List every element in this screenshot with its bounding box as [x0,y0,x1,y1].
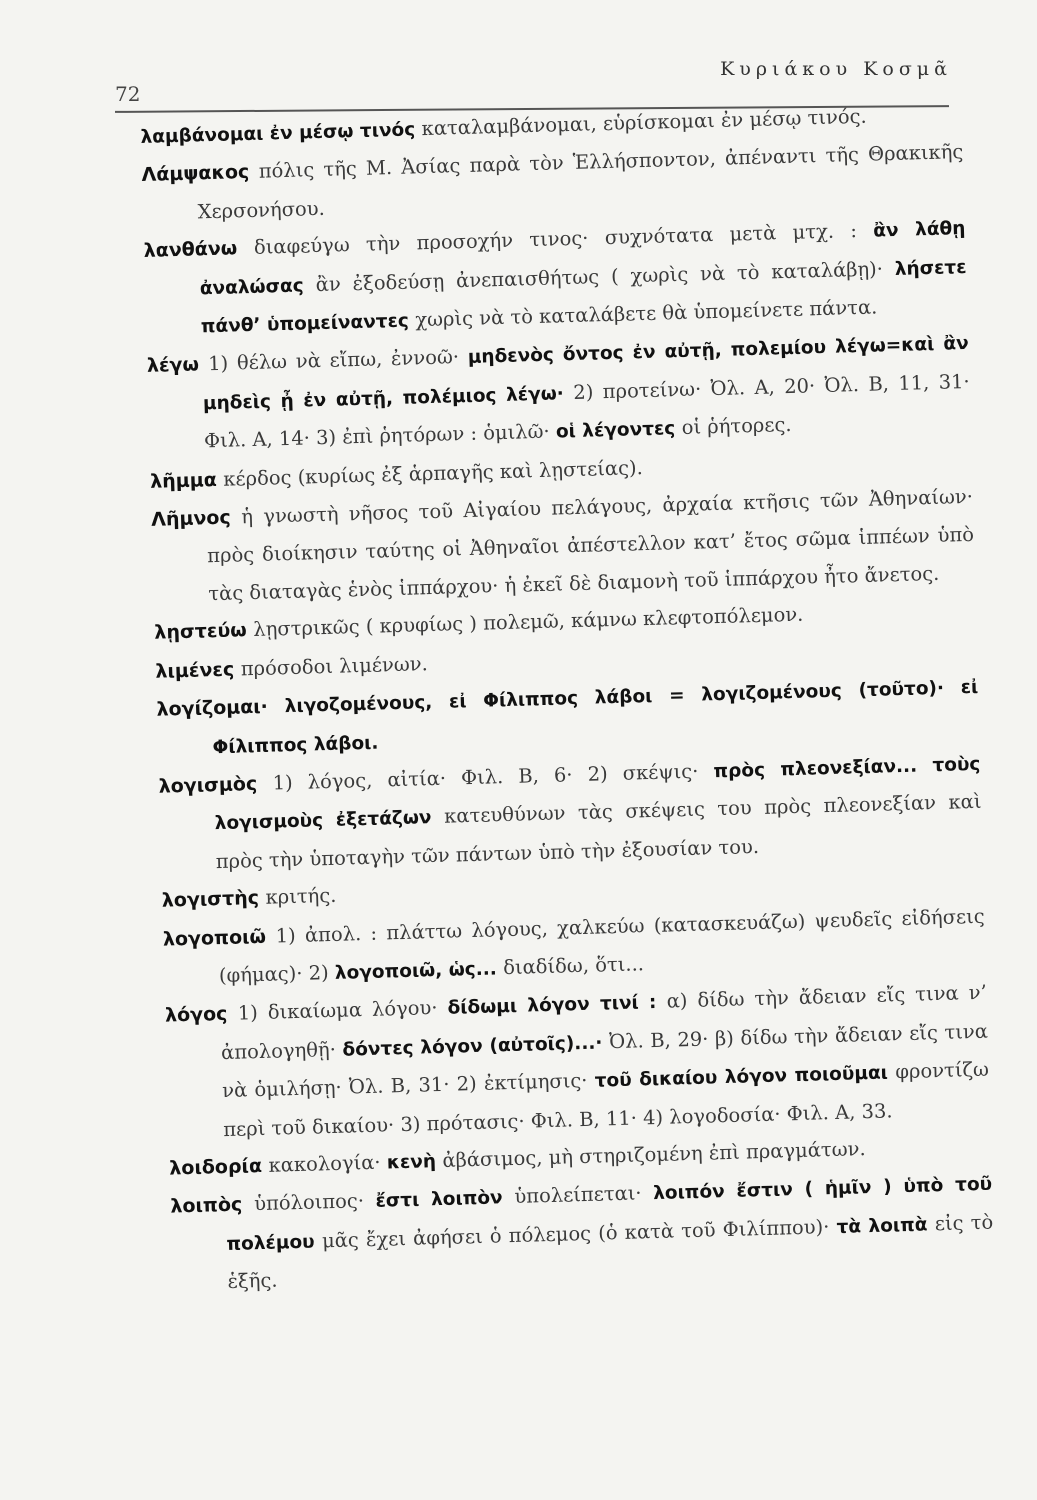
entry-text: 2) προτείνω· Ὀλ. Α, 20· Ὀλ. Β, 11, 31· Φιλ. Α, 14· 3) ἐπὶ ῥητόρων : ὁμιλῶ· [203,369,971,453]
entry-text: λήσετε πάνθ’ ὑπομείναντες [200,256,967,338]
entry-text: 1) θέλω νὰ εἴπω, ἐννοῶ· [207,345,469,376]
entry-text: πρὸς πλεονεξίαν... τοὺς λογισμοὺς ἐξετάζων [214,753,981,835]
entry-text: οἱ λέγοντες [555,418,682,443]
entry-headword: λῃστεύω [154,619,254,645]
entry-text: ὑπόλοιπος· [253,1189,376,1216]
entry-text: λιγοζομένους, εἰ Φίλιππος λάβοι = λογιζομένους (τοῦτο)· εἰ Φίλιππος λάβοι. [212,676,979,758]
entry-text: λῃστρικῶς ( κρυφίως ) πολεμῶ, κάμνω κλεφτοπόλεμον. [253,602,804,642]
entry-text: κριτής. [265,883,337,909]
entry-headword: λογιστὴς [161,886,266,912]
entry-text: α) δίδω τὴν ἄδειαν εἴς τινα ν’ ἀπολογηθῇ· [220,981,988,1064]
entry-text: κακολογία· [268,1150,388,1177]
running-head: Κυριάκου Κοσμᾶ [720,58,952,80]
glossary-entries [140,95,995,1302]
entry-text: Ὀλ. Β, 29· β) δίδω τὴν ἄδειαν εἴς τινα νὰ ὁμιλήσῃ· Ὀλ. Β, 31· 2) ἐκτίμησις· [221,1019,989,1103]
entry-text: διαφεύγω τὴν προσοχήν τινος· συχνότατα μετὰ μτχ. : [253,218,874,260]
entry-text: οἱ ῥήτορες. [681,413,792,440]
entry-text: πρόσοδοι λιμένων. [240,651,429,681]
entry-text: κέρδος (κυρίως ἐξ ἁρπαγῆς καὶ λῃστείας). [222,455,644,491]
entry-text: φροντίζω περὶ τοῦ δικαίου· 3) πρότασις· Φιλ. Β, 11· 4) λογοδοσία· Φιλ. Α, 33. [222,1057,990,1141]
page-number: 72 [115,82,141,106]
entry-headword: λανθάνω [143,237,255,263]
entry-text: ἂν ἐξοδεύσῃ ἀνεπαισθήτως ( χωρὶς νὰ τὸ καταλάβῃ)· [315,256,896,296]
entry-headword: λοιπὸς [170,1193,255,1218]
entry-text: ὑπολείπεται· [514,1181,654,1209]
entry-text: τὰ λοιπὰ [836,1214,936,1238]
entry-text: 1) ἀπολ. : πλάττω λόγους, χαλκεύω (κατασκευάζω) ψευδεῖς εἰδήσεις (φήμας)· 2) [218,904,985,988]
entry-text: χωρὶς νὰ τὸ καταλάβετε θὰ ὑπομείνετε πάντα. [414,295,878,332]
entry-text: ἂν λάθῃ ἀναλώσας [199,218,966,300]
entry-text: λαμβάνομαι ἐν μέσῳ τινός [140,119,422,148]
entry-headword: Λάμψακος [141,161,260,187]
entry-headword: λογοποιῶ [162,925,276,951]
entry-headword: λέγω [146,353,209,378]
glossary-entry [146,324,971,462]
glossary-entry [143,209,968,347]
entry-text: μηδενὸς ὄντος ἐν αὐτῇ, πολεμίου λέγω=καὶ ἂν μηδεὶς ᾖ ἐν αὐτῇ, πολέμιος λέγω· [202,333,969,415]
entry-headword: Λῆμνος [150,506,242,531]
entry-text: κατευθύνων τὰς σκέψεις του πρὸς πλεονεξίαν καὶ πρὸς τὴν ὑποταγὴν τῶν πάντων ὑπὸ τὴν ἐξουσίαν του. [215,790,982,873]
entry-text: ἡ γνωστὴ νῆσος τοῦ Αἰγαίου πελάγους, ἀρχαία κτῆσις τῶν Ἀθηναίων· πρὸς διοίκησιν ταύτης οἱ Ἀθηναῖοι ἀπέστελλον κατ’ ἔτος σῶμα ἱππέων ὑπὸ τὰς διαταγὰς ἑνὸς ἱππάρχου· ἡ ἐκεῖ δὲ διαμονὴ τοῦ ἱππάρχου ἦτο ἄνετος. [206,484,975,606]
glossary-entry [158,745,983,882]
entry-text: πόλις τῆς Μ. Ἀσίας παρὰ τὸν Ἑλλήσποντον, ἀπέναντι τῆς Θρακικῆς Χερσονήσου. [197,140,964,224]
entry-text: 1) λόγος, αἰτία· Φιλ. Β, 6· 2) σκέψις· [272,759,714,795]
entry-text: δίδωμι λόγον τινί : [447,991,667,1020]
glossary-entry [151,478,976,614]
entry-text: κενὴ [386,1150,443,1174]
entry-text: δόντες λόγον (αὐτοῖς)...· [342,1032,610,1061]
entry-headword: λογισμὸς [158,772,273,798]
entry-headword: λιμένες [155,658,242,683]
entry-text: ἔστι λοιπὸν [375,1187,515,1213]
entry-text: ἀβάσιμος, μὴ στηριζομένη ἐπὶ πραγμάτων. [442,1137,866,1172]
entry-text: εἰς τὸ ἑξῆς. [227,1210,994,1294]
entry-headword: λόγος [164,1002,239,1027]
entry-text: μᾶς ἔχει ἀφήσει ὁ πόλεμος (ὁ κατὰ τοῦ Φιλίππου)· [321,1214,837,1253]
entry-text: λοιπόν ἔστιν ( ἡμῖν ) ὑπὸ τοῦ πολέμου [226,1174,993,1255]
entry-headword: λοιδορία [169,1154,269,1180]
glossary-entry [165,974,991,1150]
entry-headword: λογίζομαι· [156,695,286,721]
entry-text: 1) δικαίωμα λόγου· [237,996,448,1025]
entry-headword: λῆμμα [149,468,224,493]
entry-text: καταλαμβάνομαι, εὑρίσκομαι ἐν μέσῳ τινός. [421,104,868,141]
entry-text: λογοποιῶ, ὡς... [334,958,504,984]
entry-text: τοῦ δικαίου λόγον ποιοῦμαι [594,1062,896,1092]
entry-text: διαδίδω, ὅτι... [502,952,645,980]
glossary-entry [170,1165,995,1302]
